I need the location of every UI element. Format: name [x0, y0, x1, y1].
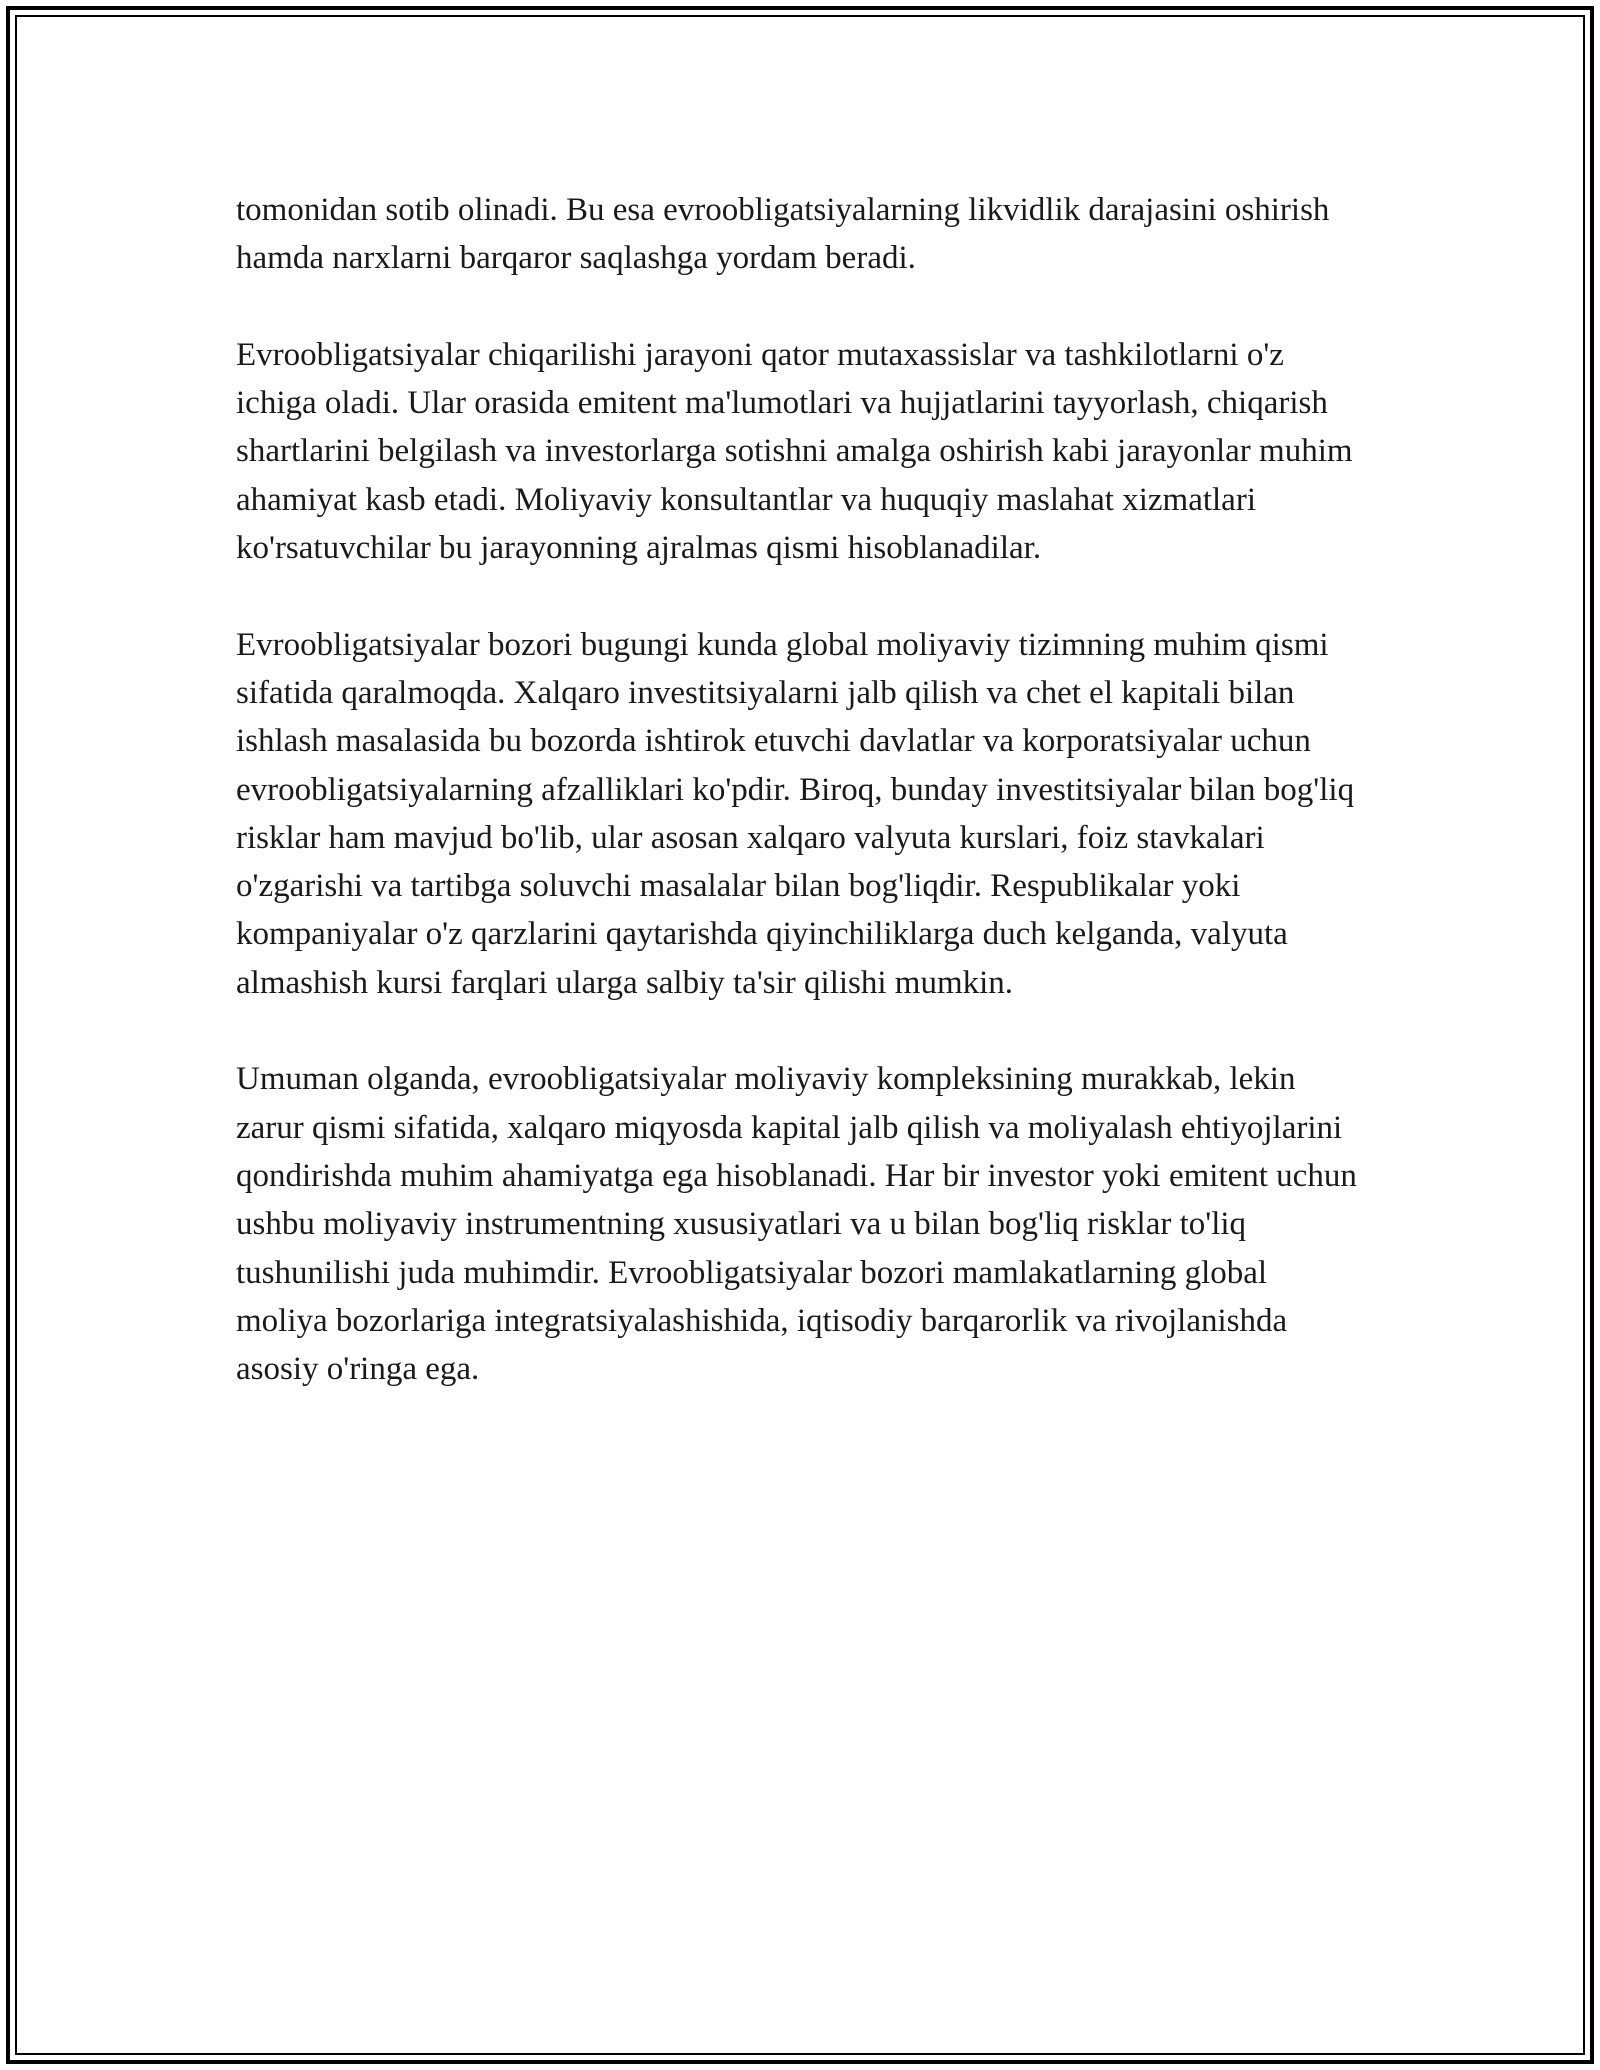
document-body [236, 186, 1366, 1442]
paragraph-1: tomonidan sotib olinadi. Bu esa evroobligatsiyalarning likvidlik darajasini oshirish hamda narxlarni barqaror saqlashga yordam beradi. [236, 192, 1330, 277]
paragraph-2: Evroobligatsiyalar chiqarilishi jarayoni qator mutaxassislar va tashkilotlarni o'z ichiga oladi. Ular orasida emitent ma'lumotlari va hujjatlarini tayyorlash, chiqarish shartlarini belgilash va investorlarga sotishni amalga oshirish kabi jarayonlar muhim ahamiyat kasb etadi. Moliyaviy konsultantlar va huquqiy maslahat xizmatlari ko'rsatuvchilar bu jarayonning ajralmas qismi hisoblanadilar. [236, 336, 1353, 567]
paragraph-4: Umuman olganda, evroobligatsiyalar moliyaviy kompleksining murakkab, lekin zarur qismi sifatida, xalqaro miqyosda kapital jalb qilish va moliyalash ehtiyojlarini qondirishda muhim ahamiyatga ega hisoblanadi. Har bir investor yoki emitent uchun ushbu moliyaviy instrumentning xususiyatlari va u bilan bog'liq risklar to'liq tushunilishi juda muhimdir. Evroobligatsiyalar bozori mamlakatlarning global moliya bozorlariga integratsiyalashishida, iqtisodiy barqarorlik va rivojlanishda asosiy o'ringa ega. [236, 1061, 1357, 1388]
paragraph-3: Evroobligatsiyalar bozori bugungi kunda global moliyaviy tizimning muhim qismi sifatida qaralmoqda. Xalqaro investitsiyalarni jalb qilish va chet el kapitali bilan ishlash masalasida bu bozorda ishtirok etuvchi davlatlar va korporatsiyalar uchun evroobligatsiyalarning afzalliklari ko'pdir. Biroq, bunday investitsiyalar bilan bog'liq risklar ham mavjud bo'lib, ular asosan xalqaro valyuta kurslari, foiz stavkalari o'zgarishi va tartibga soluvchi masalalar bilan bog'liqdir. Respublikalar yoki kompaniyalar o'z qarzlarini qaytarishda qiyinchiliklarga duch kelganda, valyuta almashish kursi farqlari ularga salbiy ta'sir qilishi mumkin. [236, 626, 1355, 1001]
